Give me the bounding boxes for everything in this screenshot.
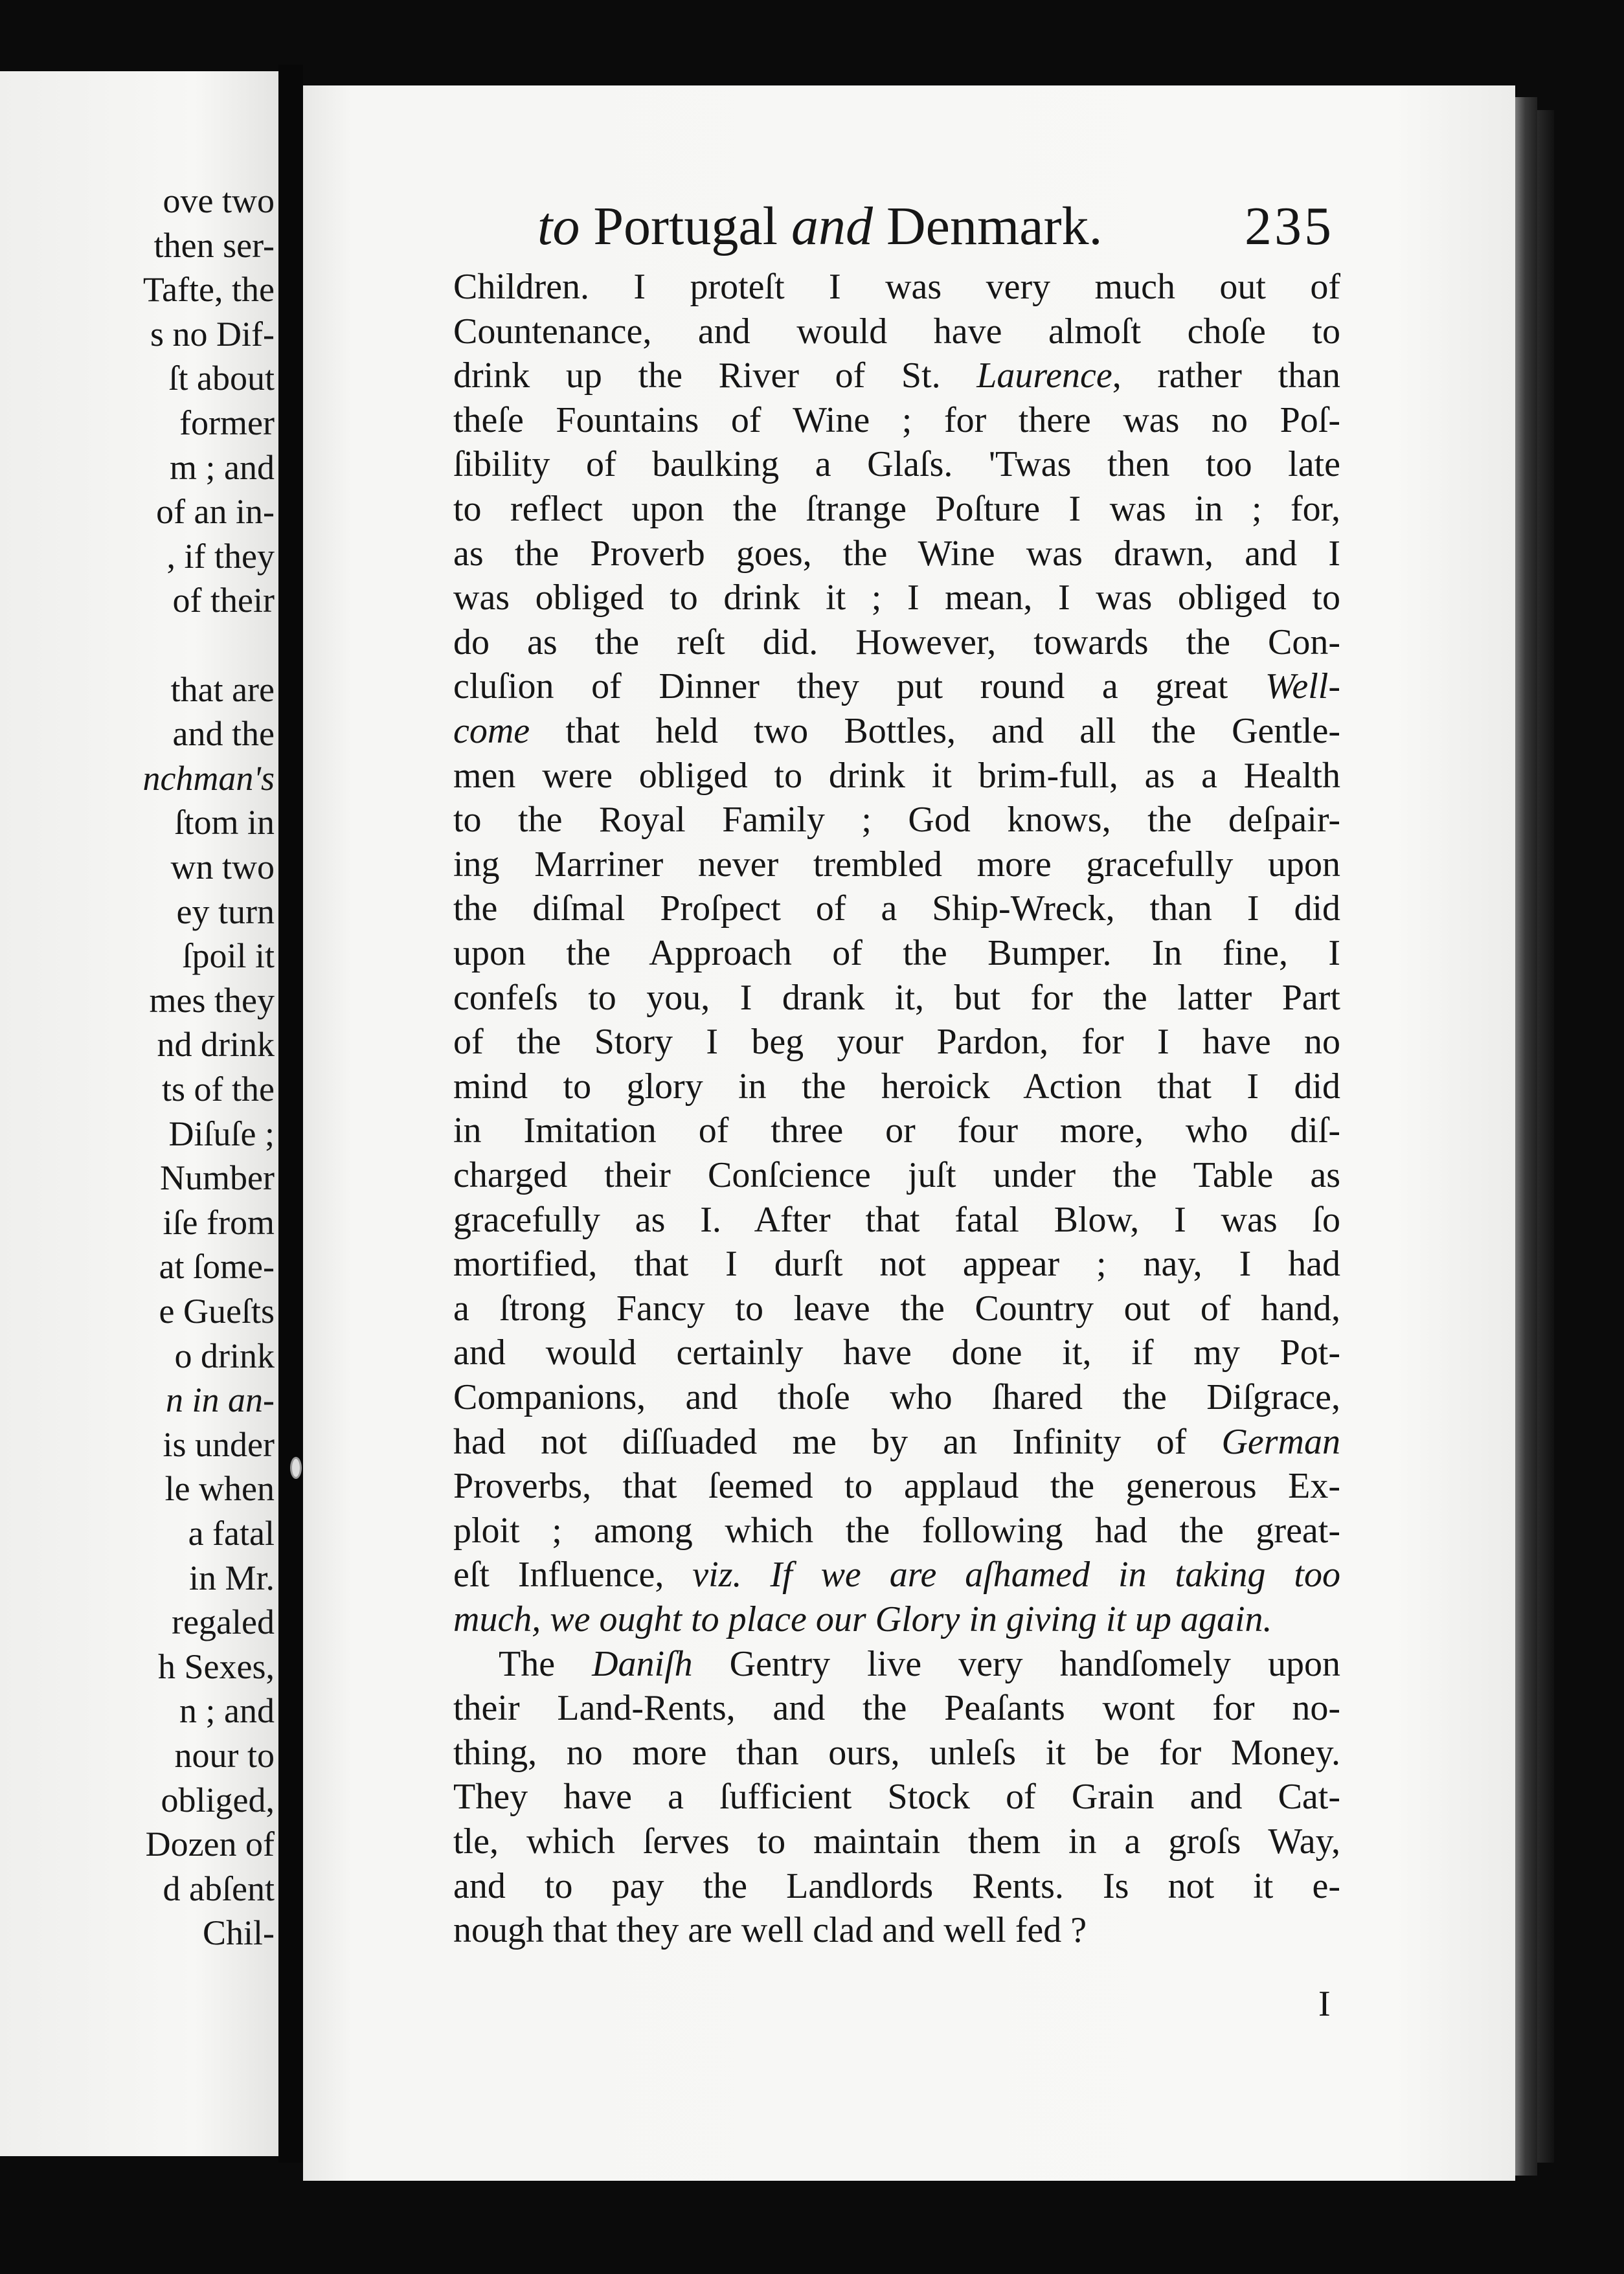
left-page-fragment: le when bbox=[164, 1469, 275, 1509]
text-line: confeſs to you, I drank it, but for the latter Part bbox=[453, 977, 1340, 1018]
running-title: to Portugal and Denmark. bbox=[537, 196, 1103, 256]
left-page-fragment: nchman's bbox=[142, 758, 275, 798]
left-page-fragment: ts of the bbox=[162, 1070, 275, 1109]
left-page-fragment: Chil- bbox=[202, 1913, 275, 1953]
left-page-fragment: regaled bbox=[172, 1603, 275, 1642]
text-line: to reflect upon the ſtrange Poſture I was in ; for, bbox=[453, 489, 1340, 529]
left-page-fragment: Diſuſe ; bbox=[168, 1114, 275, 1153]
text-line: charged their Conſcience juſt under the Table as bbox=[453, 1155, 1340, 1195]
left-page bbox=[0, 71, 278, 2156]
left-page-fragment: then ser- bbox=[153, 225, 275, 265]
page-edge-shadow bbox=[1537, 110, 1554, 2163]
left-page-fragment: d abſent bbox=[163, 1869, 275, 1908]
text-line: cluſion of Dinner they put round a great Well- bbox=[453, 666, 1340, 707]
text-line: upon the Approach of the Bumper. In fine, I bbox=[453, 933, 1340, 973]
running-header bbox=[537, 194, 1334, 265]
text-line: ſibility of baulking a Glaſs. 'Twas then too late bbox=[453, 444, 1340, 485]
left-page-fragment: former bbox=[179, 403, 275, 442]
catchword: I bbox=[1318, 1984, 1331, 2024]
text-line: Companions, and thoſe who ſhared the Diſgrace, bbox=[453, 1377, 1340, 1417]
text-line: and to pay the Landlords Rents. Is not it e- bbox=[453, 1865, 1340, 1906]
text-line: a ſtrong Fancy to leave the Country out of hand, bbox=[453, 1288, 1340, 1329]
page-edge bbox=[1515, 97, 1537, 2176]
text-line: gracefully as I. After that fatal Blow, I was ſo bbox=[453, 1199, 1340, 1240]
text-line: mind to glory in the heroick Action that I did bbox=[453, 1066, 1340, 1107]
left-page-fragment: mes they bbox=[149, 980, 275, 1020]
left-page-fragment: n in an- bbox=[166, 1380, 275, 1420]
text-line: drink up the River of St. Laurence, rather than bbox=[453, 355, 1340, 396]
left-page-fragment: ſtom in bbox=[174, 803, 275, 842]
book-gutter bbox=[278, 65, 303, 2163]
left-page-fragment: that are bbox=[170, 670, 275, 709]
left-page-fragment: m ; and bbox=[170, 447, 275, 487]
left-page-fragment: e Gueſts bbox=[159, 1292, 275, 1331]
left-page-fragment: Tafte, the bbox=[142, 270, 275, 310]
left-page-fragment: is under bbox=[163, 1424, 275, 1464]
text-line: do as the reſt did. However, towards the Con- bbox=[453, 622, 1340, 662]
text-line: their Land-Rents, and the Peaſants wont for no- bbox=[453, 1688, 1340, 1729]
left-page-fragment: ſpoil it bbox=[182, 936, 275, 976]
left-page-fragment: wn two bbox=[170, 848, 275, 886]
left-page-fragment: nour to bbox=[174, 1736, 275, 1775]
text-line: in Imitation of three or four more, who diſ- bbox=[453, 1110, 1340, 1151]
left-page-fragment: , if they bbox=[166, 536, 275, 576]
text-line: theſe Fountains of Wine ; for there was no Poſ- bbox=[453, 400, 1340, 440]
left-page-fragment: nd drink bbox=[157, 1025, 275, 1064]
text-line: was obliged to drink it ; I mean, I was obliged to bbox=[453, 578, 1340, 618]
text-line: of the Story I beg your Pardon, for I have no bbox=[453, 1022, 1340, 1063]
text-line: to the Royal Family ; God knows, the deſpair- bbox=[453, 800, 1340, 840]
left-page-fragment: Dozen of bbox=[145, 1825, 275, 1864]
page-number: 235 bbox=[1245, 196, 1334, 256]
left-page-fragment: at ſome- bbox=[159, 1247, 275, 1287]
left-page-fragment: ove two bbox=[163, 181, 275, 220]
left-page-fragment: h Sexes, bbox=[158, 1647, 275, 1686]
binding-hole bbox=[290, 1457, 302, 1479]
left-page-fragment: a fatal bbox=[188, 1514, 275, 1553]
text-line: Proverbs, that ſeemed to applaud the generous Ex- bbox=[453, 1466, 1340, 1507]
left-page-fragment: and the bbox=[172, 714, 275, 754]
text-line: had not diſſuaded me by an Infinity of German bbox=[453, 1421, 1340, 1462]
text-line: much, we ought to place our Glory in giving it up again. bbox=[453, 1599, 1272, 1639]
text-line: ing Marriner never trembled more gracefully upon bbox=[453, 844, 1340, 884]
text-line: nough that they are well clad and well fed ? bbox=[453, 1910, 1087, 1951]
text-line: come that held two Bottles, and all the Gentle- bbox=[453, 711, 1340, 751]
left-page-fragment: Number bbox=[160, 1158, 275, 1198]
text-line: and would certainly have done it, if my Pot- bbox=[453, 1333, 1340, 1373]
text-line: ploit ; among which the following had the great- bbox=[453, 1510, 1340, 1551]
text-line: tle, which ſerves to maintain them in a groſs Way, bbox=[453, 1821, 1340, 1862]
text-line: The Daniſh Gentry live very handſomely upon bbox=[499, 1643, 1340, 1684]
left-page-fragment: of their bbox=[172, 581, 275, 620]
left-page-fragment: iſe from bbox=[163, 1202, 275, 1242]
left-page-fragment: in Mr. bbox=[188, 1558, 275, 1597]
text-line: men were obliged to drink it brim-full, as a Health bbox=[453, 755, 1340, 796]
text-line: Countenance, and would have almoſt choſe to bbox=[453, 311, 1340, 352]
left-page-fragment: ey turn bbox=[176, 892, 275, 931]
text-line: Children. I proteſt I was very much out of bbox=[453, 267, 1340, 307]
text-line: They have a ſufficient Stock of Grain and Cat- bbox=[453, 1777, 1340, 1818]
left-page-fragment: obliged, bbox=[161, 1780, 275, 1819]
text-line: the diſmal Proſpect of a Ship-Wreck, than I did bbox=[453, 888, 1340, 929]
left-page-fragment: ſt about bbox=[168, 359, 275, 398]
left-page-fragment: s no Dif- bbox=[150, 314, 275, 354]
text-line: as the Proverb goes, the Wine was drawn, and I bbox=[453, 533, 1340, 574]
left-page-fragment: of an in- bbox=[156, 492, 275, 532]
text-line: thing, no more than ours, unleſs it be for Money. bbox=[453, 1732, 1340, 1773]
left-page-fragment: n ; and bbox=[179, 1691, 275, 1731]
text-line: mortified, that I durſt not appear ; nay, I had bbox=[453, 1244, 1340, 1285]
left-page-fragment: o drink bbox=[174, 1336, 275, 1375]
text-line: eſt Influence, viz. If we are aſhamed in taking too bbox=[453, 1555, 1340, 1595]
